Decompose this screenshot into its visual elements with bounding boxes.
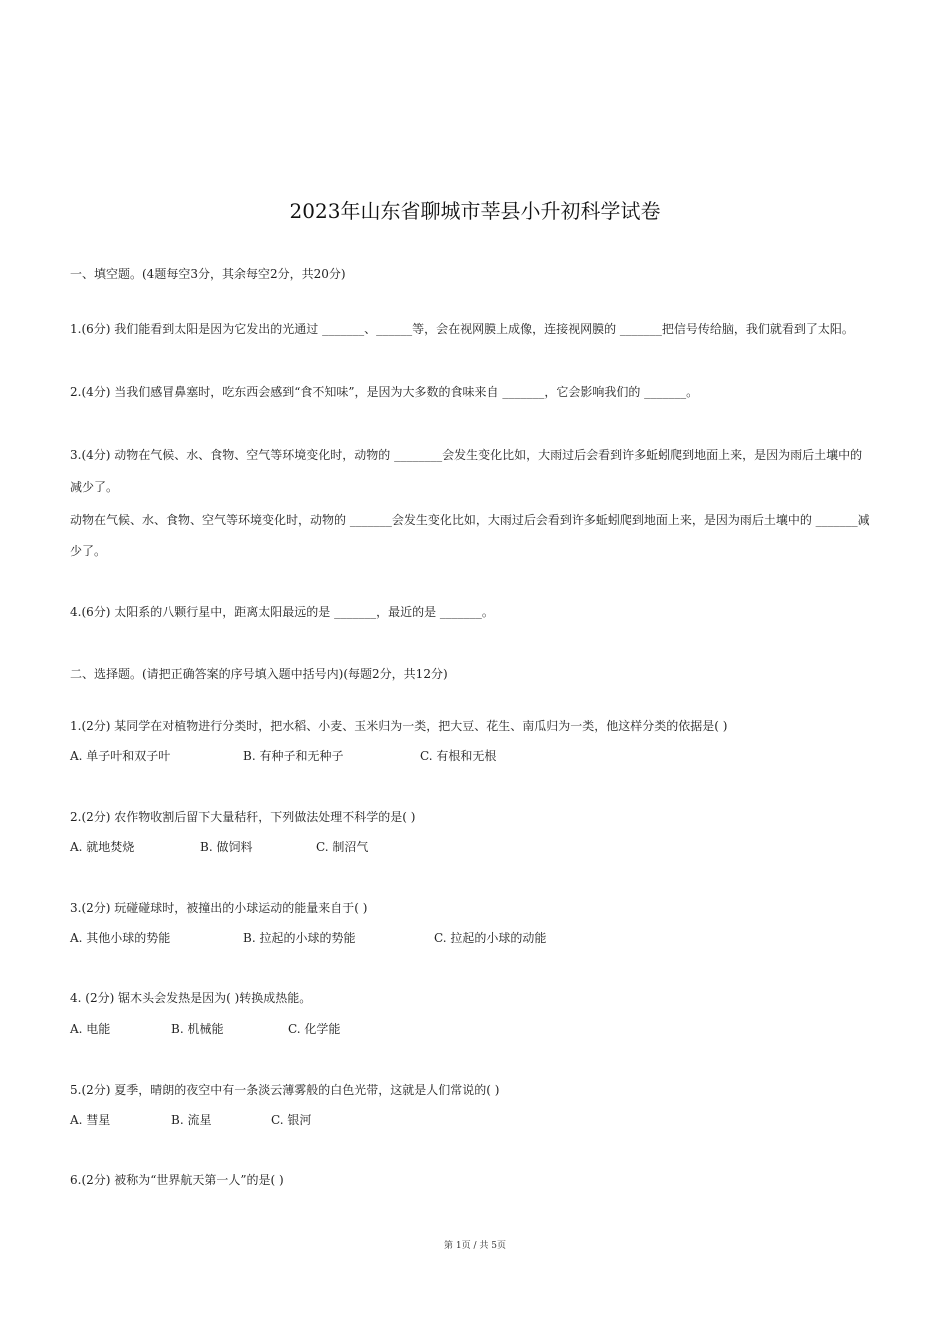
choice-question-5-option-b: B. 流星: [171, 1113, 212, 1127]
choice-question-3-option-b: B. 拉起的小球的势能: [243, 931, 356, 945]
fill-question-2: 2.(4分) 当我们感冒鼻塞时，吃东西会感到“食不知味”，是因为大多数的食味来自 _______，它会影响我们的 _______。: [70, 385, 699, 399]
choice-question-2-stem: 2.(2分) 农作物收割后留下大量秸秆，下列做法处理不科学的是( ): [70, 810, 416, 824]
fill-question-4: 4.(6分) 太阳系的八颗行星中，距离太阳最远的是 _______，最近的是 _______。: [70, 605, 494, 619]
fill-question-1: 1.(6分) 我们能看到太阳是因为它发出的光通过 _______、______等，会在视网膜上成像，连接视网膜的 _______把信号传给脑，我们就看到了太阳。: [70, 322, 854, 336]
choice-question-5-option-a: A. 彗星: [70, 1113, 111, 1127]
choice-question-1-stem: 1.(2分) 某同学在对植物进行分类时，把水稻、小麦、玉米归为一类，把大豆、花生、南瓜归为一类，他这样分类的依据是( ): [70, 719, 728, 733]
choice-question-4-option-b: B. 机械能: [171, 1022, 224, 1036]
choice-question-3-option-a: A. 其他小球的势能: [70, 931, 171, 945]
choice-question-5-stem: 5.(2分) 夏季，晴朗的夜空中有一条淡云薄雾般的白色光带，这就是人们常说的( ): [70, 1083, 500, 1097]
page-footer: 第 1页 / 共 5页: [444, 1241, 506, 1251]
choice-question-2-option-b: B. 做饲料: [200, 840, 253, 854]
section-1-heading: 一、填空题。(4题每空3分，其余每空2分，共20分): [70, 267, 346, 281]
exam-title: 2023年山东省聊城市莘县小升初科学试卷: [289, 199, 661, 223]
fill-question-3-line-3: 动物在气候、水、食物、空气等环境变化时，动物的 _______会发生变化比如，大雨过后会看到许多蚯蚓爬到地面上来，是因为雨后土壤中的 _______减: [70, 513, 870, 527]
choice-question-3-option-c: C. 拉起的小球的动能: [434, 931, 547, 945]
choice-question-3-stem: 3.(2分) 玩碰碰球时，被撞出的小球运动的能量来自于( ): [70, 901, 368, 915]
choice-question-1-option-c: C. 有根和无根: [420, 749, 497, 763]
fill-question-3-line-1: 3.(4分) 动物在气候、水、食物、空气等环境变化时，动物的 ________会发生变化比如，大雨过后会看到许多蚯蚓爬到地面上来，是因为雨后土壤中的: [70, 448, 863, 462]
choice-question-6-stem: 6.(2分) 被称为“世界航天第一人”的是( ): [70, 1173, 284, 1187]
fill-question-3-line-4: 少了。: [70, 544, 107, 558]
choice-question-4-option-a: A. 电能: [70, 1022, 111, 1036]
choice-question-1-option-a: A. 单子叶和双子叶: [70, 749, 171, 763]
choice-question-4-option-c: C. 化学能: [288, 1022, 341, 1036]
choice-question-2-option-c: C. 制沼气: [316, 840, 369, 854]
choice-question-4-stem: 4. (2分) 锯木头会发热是因为( )转换成热能。: [70, 991, 312, 1005]
choice-question-1-option-b: B. 有种子和无种子: [243, 749, 344, 763]
fill-question-3-line-2: 减少了。: [70, 480, 119, 494]
choice-question-5-option-c: C. 银河: [271, 1113, 312, 1127]
choice-question-2-option-a: A. 就地焚烧: [70, 840, 135, 854]
section-2-heading: 二、选择题。(请把正确答案的序号填入题中括号内)(每题2分，共12分): [70, 667, 448, 681]
